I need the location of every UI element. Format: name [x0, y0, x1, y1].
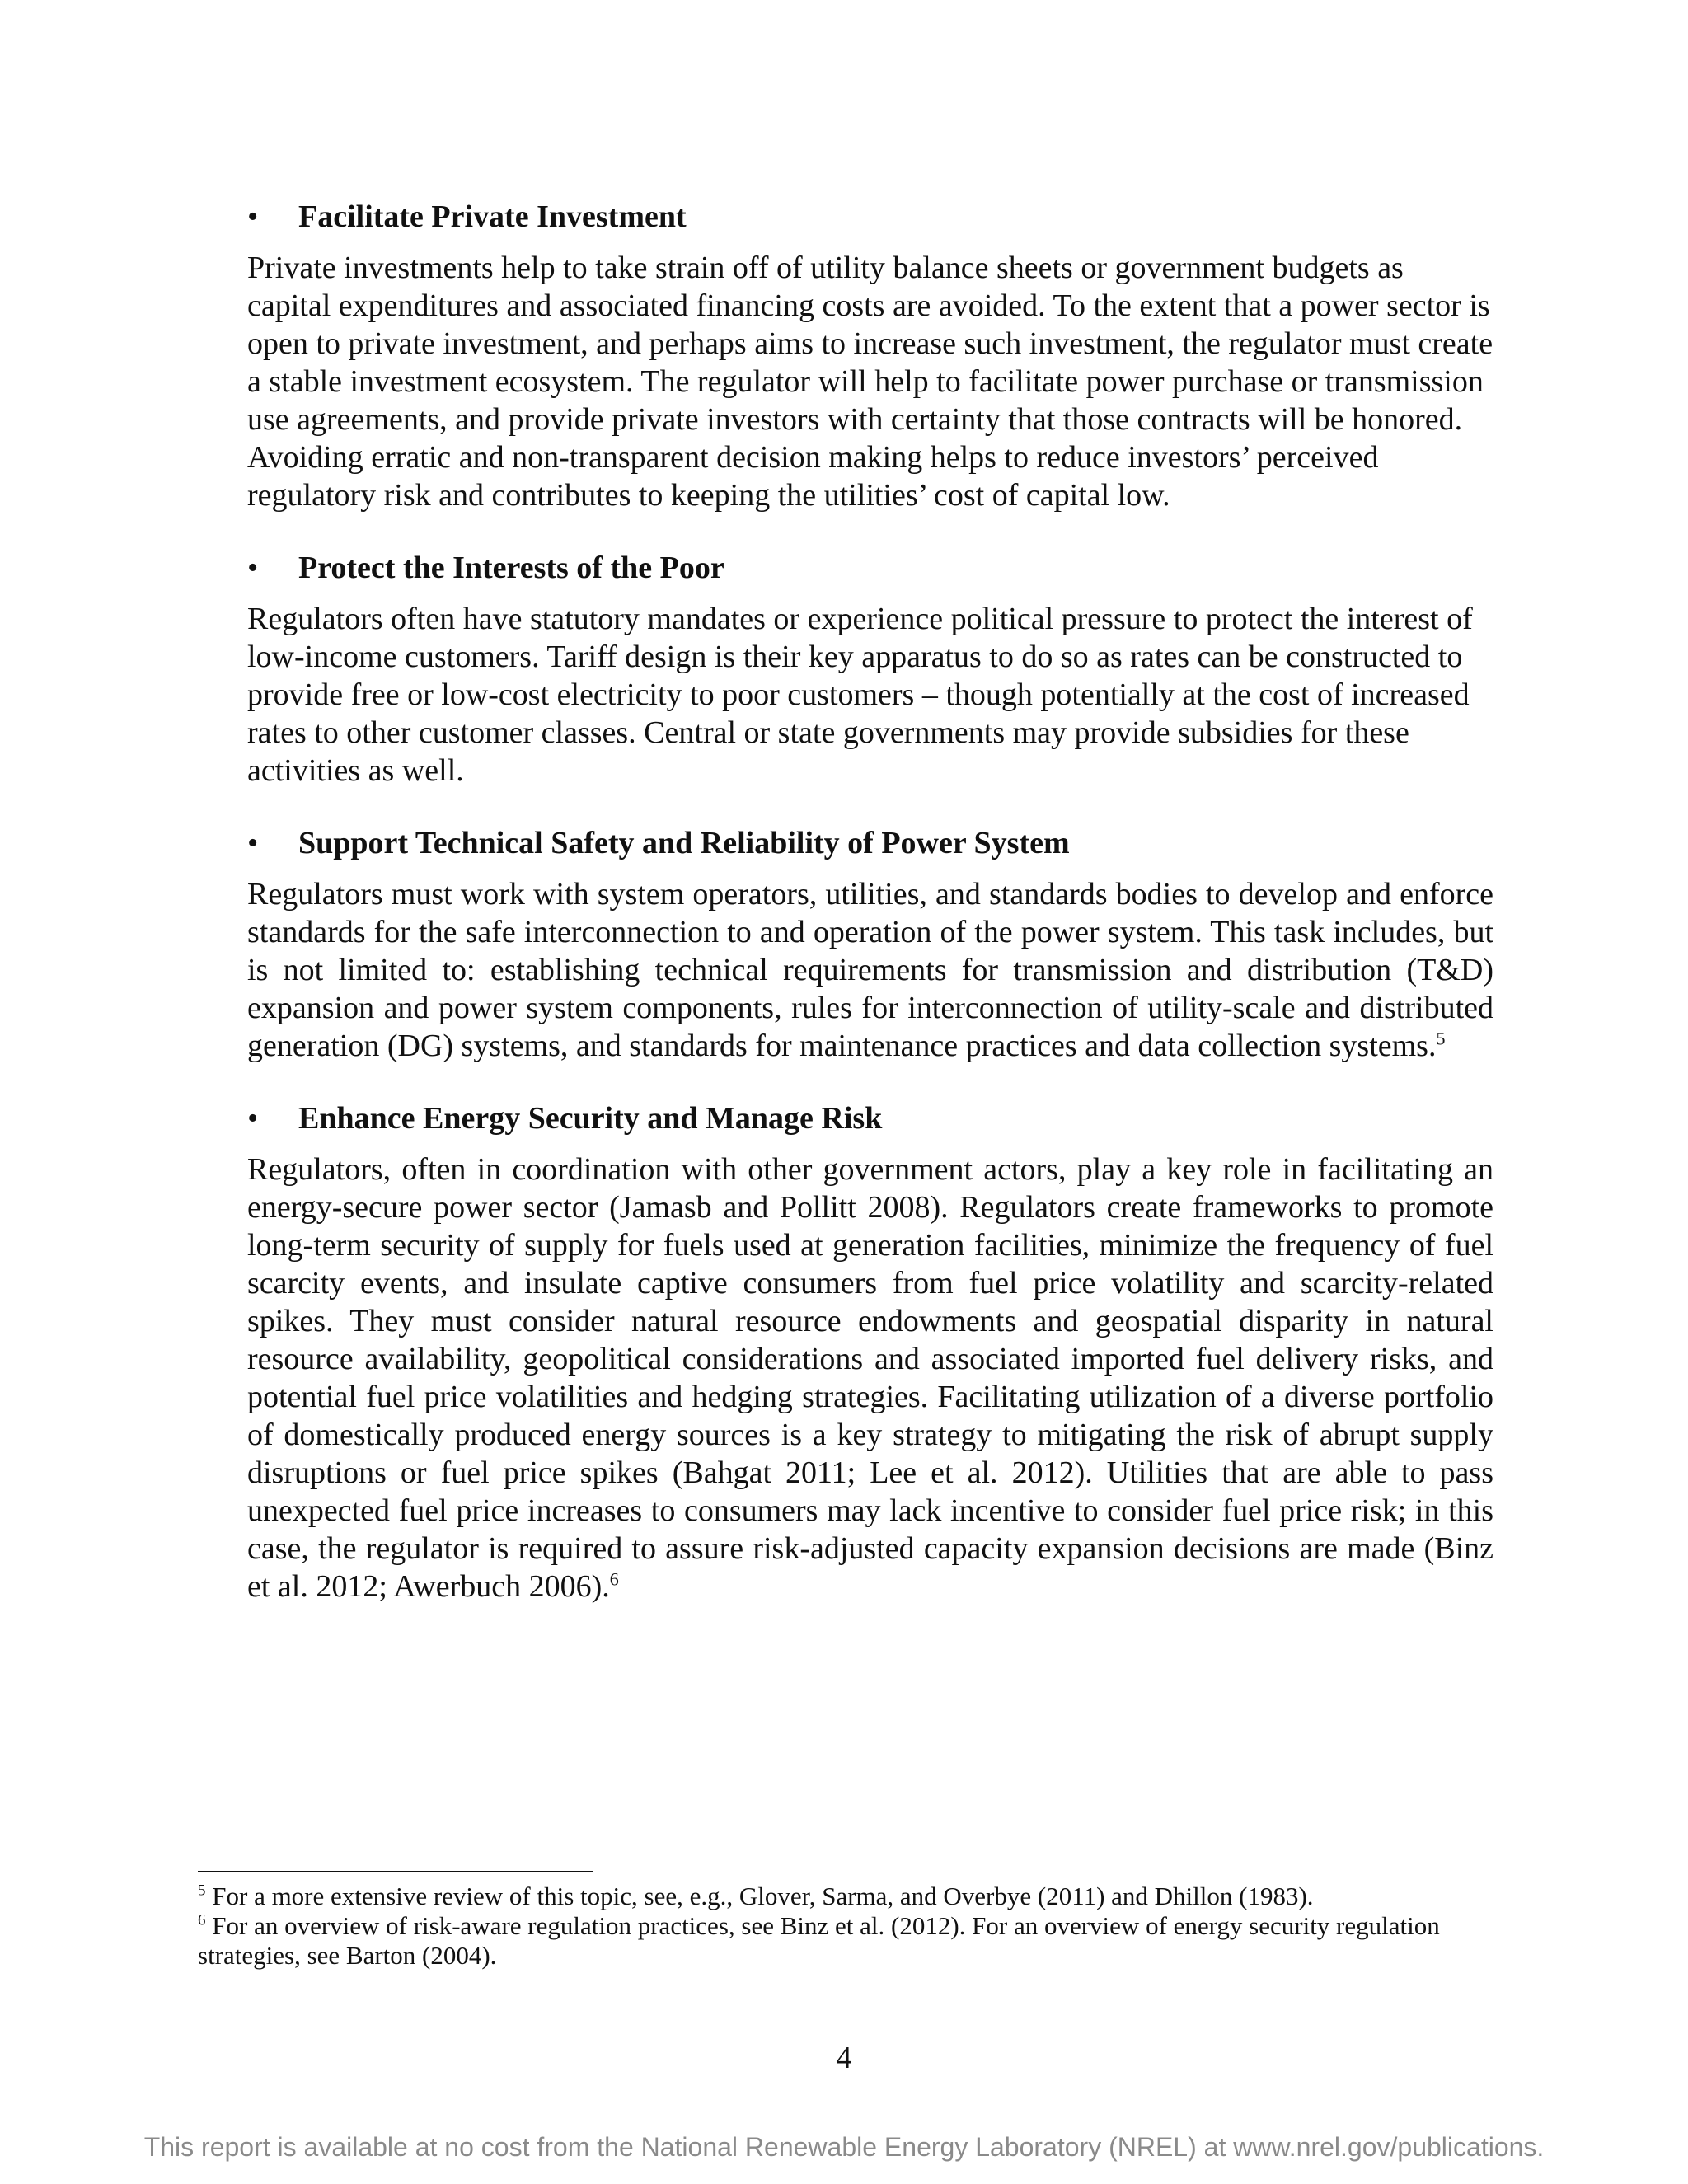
section-heading-text: Support Technical Safety and Reliability of Power System — [298, 826, 1070, 860]
footnote-item — [198, 1911, 1484, 1971]
section-heading — [247, 1099, 1493, 1137]
section-heading-text: Protect the Interests of the Poor — [298, 551, 724, 585]
section-technical-safety-reliability — [247, 824, 1493, 1065]
bullet-icon: • — [247, 551, 259, 585]
section-heading — [247, 198, 1493, 236]
page-number: 4 — [836, 2041, 852, 2075]
footnote-reference[interactable]: 6 — [609, 1568, 619, 1590]
section-facilitate-private-investment — [247, 198, 1493, 514]
section-heading-text: Enhance Energy Security and Manage Risk — [298, 1101, 883, 1136]
footnote-text: For an overview of risk-aware regulation practices, see Binz et al. (2012). For an overview of energy security regulation strategies, see Barton (2004). — [198, 1911, 1440, 1970]
section-paragraph — [247, 1151, 1493, 1605]
section-paragraph-text: Regulators, often in coordination with other government actors, play a key role in facilitating an energy-secure power sector (Jamasb and Pollitt 2008). Regulators create frameworks to promote long-term security of supply for fuels used at generation facilities, minimize the frequency of fuel scarcity events, and insulate captive consumers from fuel price volatility and scarcity-related spikes. They must consider natural resource endowments and geospatial disparity in natural resource availability, geopolitical considerations and associated imported fuel delivery risks, and potential fuel price volatilities and hedging strategies. Facilitating utilization of a diverse portfolio of domestically produced energy sources is a key strategy to mitigating the risk of abrupt supply disruptions or fuel price spikes (Bahgat 2011; Lee et al. 2012). Utilities that are able to pass unexpected fuel price increases to consumers may lack incentive to consider fuel price risk; in this case, the regulator is required to assure risk-adjusted capacity expansion decisions are made (Binz et al. 2012; Awerbuch 2006). — [247, 1152, 1493, 1604]
footnote-number: 6 — [198, 1911, 206, 1929]
document-body — [247, 198, 1493, 1640]
bullet-icon: • — [247, 826, 259, 860]
bullet-icon: • — [247, 1101, 259, 1136]
section-paragraph: Regulators often have statutory mandates or experience political pressure to protect the interest of low-income customers. Tariff design is their key apparatus to do so as rates can be constructed to provide free or low-cost electricity to poor customers – though potentially at the cost of increased rates to other customer classes. Central or state governments may provide subsidies for these activities as well. — [247, 602, 1473, 788]
section-paragraph: Private investments help to take strain off of utility balance sheets or government budgets as capital expenditures and associated financing costs are avoided. To the extent that a power sector is open to private investment, and perhaps aims to increase such investment, the regulator must create a stable investment ecosystem. The regulator will help to facilitate power purchase or transmission use agreements, and provide private investors with certainty that those contracts will be honored. Avoiding erratic and non-transparent decision making helps to reduce investors’ perceived regulatory risk and contributes to keeping the utilities’ cost of capital low. — [247, 251, 1493, 513]
footnote-text: For a more extensive review of this topic, see, e.g., Glover, Sarma, and Overbye (2011) and Dhillon (1983). — [212, 1882, 1314, 1910]
section-energy-security-risk — [247, 1099, 1493, 1605]
footnote-divider — [198, 1871, 593, 1872]
section-heading — [247, 824, 1493, 862]
footnote-number: 5 — [198, 1882, 206, 1900]
footnote-reference[interactable]: 5 — [1436, 1028, 1446, 1049]
availability-notice: This report is available at no cost from the National Renewable Energy Laboratory (NREL) at www.nrel.gov/publications. — [143, 2132, 1545, 2162]
section-paragraph-text: Regulators must work with system operators, utilities, and standards bodies to develop and enforce standards for the safe interconnection to and operation of the power system. This task includes, but is not limited to: establishing technical requirements for transmission and distribution (T&D) expansion and power system components, rules for interconnection of utility-scale and distributed generation (DG) systems, and standards for maintenance practices and data collection systems. — [247, 877, 1493, 1063]
section-paragraph — [247, 875, 1493, 1065]
section-heading — [247, 549, 1493, 587]
footnotes — [198, 1882, 1484, 1971]
section-heading-text: Facilitate Private Investment — [298, 199, 687, 234]
footnote-item — [198, 1882, 1484, 1911]
bullet-icon: • — [247, 199, 259, 234]
section-protect-interests-of-poor — [247, 549, 1493, 790]
